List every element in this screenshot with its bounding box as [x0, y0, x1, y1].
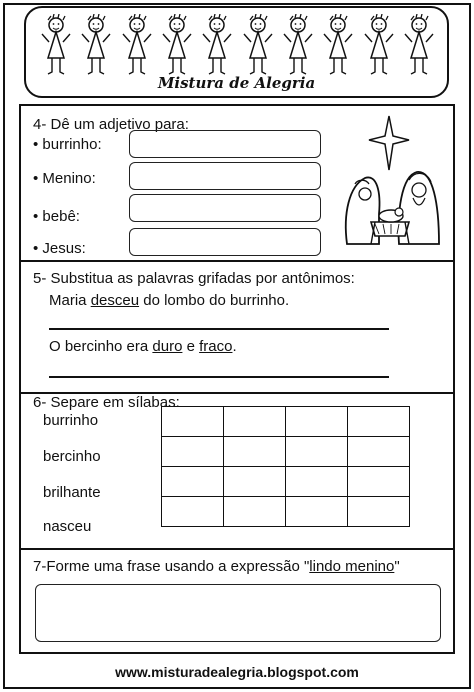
- q4-answer-box[interactable]: [129, 162, 321, 190]
- syllable-cell[interactable]: [224, 467, 286, 497]
- q5-s1-after: do lombo do burrinho.: [139, 292, 290, 309]
- syllable-cell[interactable]: [348, 407, 410, 437]
- syllable-cell[interactable]: [286, 467, 348, 497]
- q5-sentence-2: [49, 338, 237, 355]
- q4-item-label: • burrinho:: [33, 136, 102, 153]
- stick-figure-child-icon: [79, 14, 113, 76]
- q5-s2-after: .: [232, 338, 237, 355]
- q5-s2-underlined-word-1: duro: [152, 338, 183, 355]
- stick-figure-child-icon: [281, 14, 315, 76]
- syllable-cell[interactable]: [286, 437, 348, 467]
- q6-word: burrinho: [43, 412, 99, 429]
- syllable-cell[interactable]: [286, 497, 348, 527]
- stick-figure-child-icon: [200, 14, 234, 76]
- syllable-cell[interactable]: [162, 437, 224, 467]
- q4-title: 4- Dê um adjetivo para:: [33, 116, 189, 133]
- stick-figure-child-icon: [402, 14, 436, 76]
- worksheet: [19, 104, 455, 654]
- q4-answer-box[interactable]: [129, 228, 321, 256]
- q5-answer-line-1[interactable]: [49, 328, 389, 330]
- question-5: [21, 262, 453, 394]
- stick-figure-child-icon: [160, 14, 194, 76]
- q5-answer-line-2[interactable]: [49, 376, 389, 378]
- stick-figure-child-icon: [120, 14, 154, 76]
- syllable-grid: [161, 406, 410, 527]
- brand-title: Mistura de Alegria: [157, 74, 316, 92]
- q5-s2-underlined-word-2: fraco: [199, 338, 233, 355]
- syllable-grid-row: [162, 497, 410, 527]
- question-6: [21, 394, 453, 550]
- q6-word: bercinho: [43, 448, 101, 465]
- syllable-cell[interactable]: [348, 467, 410, 497]
- stick-figure-child-icon: [241, 14, 275, 76]
- q5-s1-underlined-word: desceu: [90, 292, 140, 309]
- stick-figure-child-icon: [362, 14, 396, 76]
- syllable-cell[interactable]: [224, 407, 286, 437]
- q7-before: 7-Forme uma frase usando a expressão ": [33, 558, 310, 575]
- syllable-cell[interactable]: [348, 437, 410, 467]
- stick-figure-child-icon: [39, 14, 73, 76]
- q7-underlined-expression: lindo menino: [309, 558, 395, 575]
- question-4: [21, 106, 453, 262]
- q6-title: 6- Separe em sílabas:: [33, 394, 180, 411]
- q5-s2-mid: e: [182, 338, 200, 355]
- kids-decoration-row: [36, 14, 439, 76]
- q5-s1-before: Maria: [49, 292, 91, 309]
- syllable-cell[interactable]: [162, 497, 224, 527]
- syllable-cell[interactable]: [162, 407, 224, 437]
- q7-title: [33, 558, 400, 575]
- syllable-cell[interactable]: [224, 437, 286, 467]
- footer-url: www.misturadealegria.blogspot.com: [115, 664, 359, 680]
- syllable-cell[interactable]: [286, 407, 348, 437]
- question-7: [21, 550, 453, 656]
- q4-answer-box[interactable]: [129, 130, 321, 158]
- header-banner: [24, 6, 449, 98]
- q4-item-label: • Jesus:: [33, 240, 86, 257]
- stick-figure-child-icon: [321, 14, 355, 76]
- q5-s2-before: O bercinho era: [49, 338, 153, 355]
- q5-title: 5- Substitua as palavras grifadas por antônimos:: [33, 270, 355, 287]
- q6-word: nasceu: [43, 518, 92, 535]
- q5-sentence-1: [49, 292, 289, 309]
- q4-item-label: • Menino:: [33, 170, 96, 187]
- nativity-scene-icon: [335, 114, 443, 246]
- syllable-cell[interactable]: [224, 497, 286, 527]
- q7-answer-box[interactable]: [35, 584, 441, 642]
- q7-after: ": [394, 558, 400, 575]
- syllable-grid-row: [162, 467, 410, 497]
- q6-word: brilhante: [43, 484, 101, 501]
- q4-answer-box[interactable]: [129, 194, 321, 222]
- syllable-grid-row: [162, 407, 410, 437]
- syllable-cell[interactable]: [162, 467, 224, 497]
- syllable-cell[interactable]: [348, 497, 410, 527]
- syllable-grid-row: [162, 437, 410, 467]
- q4-item-label: • bebê:: [33, 208, 80, 225]
